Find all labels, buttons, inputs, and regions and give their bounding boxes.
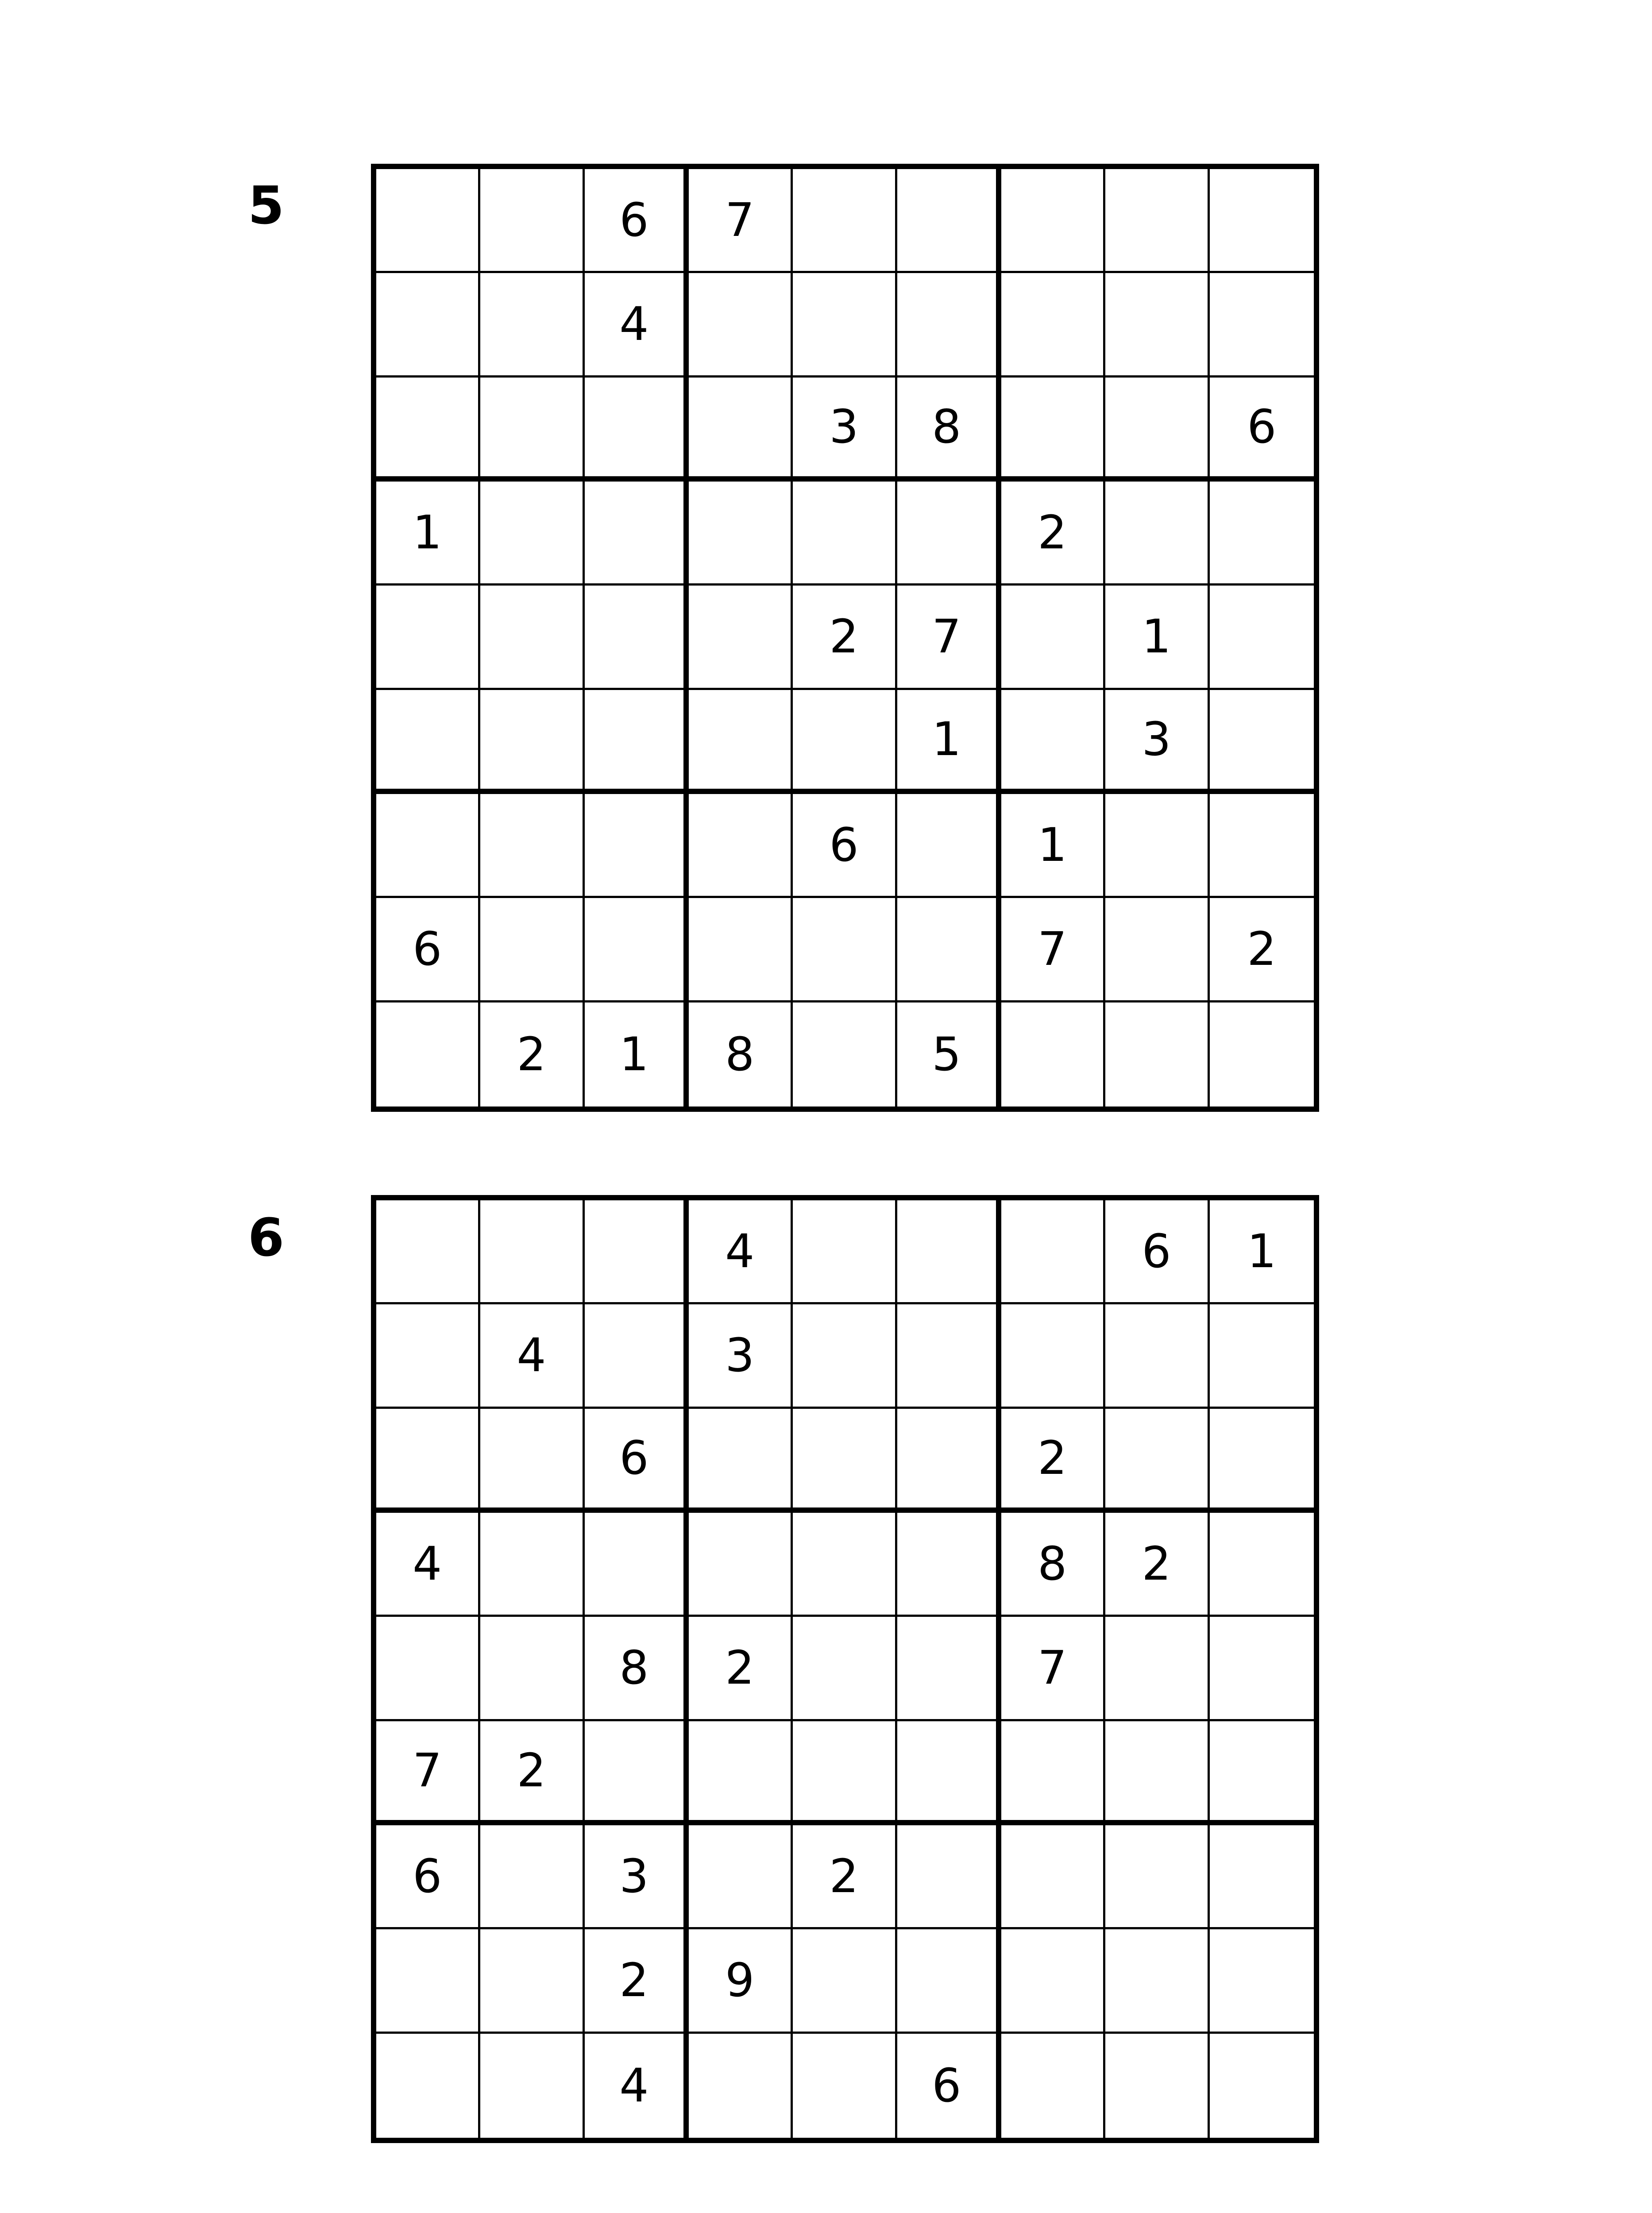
sudoku-cell-r3c8[interactable] [1105, 378, 1209, 482]
sudoku-cell-r7c5[interactable]: 2 [793, 1825, 897, 1929]
sudoku-cell-r3c7[interactable] [1001, 378, 1105, 482]
sudoku-cell-r5c6[interactable]: 7 [897, 586, 1001, 690]
sudoku-cell-r9c6[interactable]: 6 [897, 2034, 1001, 2138]
sudoku-cell-r5c6[interactable] [897, 1617, 1001, 1721]
sudoku-cell-r5c1[interactable] [376, 586, 480, 690]
sudoku-cell-r9c7[interactable] [1001, 1002, 1105, 1106]
sudoku-cell-r7c3[interactable]: 3 [585, 1825, 689, 1929]
sudoku-cell-r4c1[interactable]: 4 [376, 1513, 480, 1617]
sudoku-cell-r3c7[interactable]: 2 [1001, 1409, 1105, 1513]
sudoku-cell-r5c4[interactable] [689, 586, 793, 690]
sudoku-cell-r8c1[interactable] [376, 1929, 480, 2033]
sudoku-cell-r2c1[interactable] [376, 273, 480, 377]
sudoku-cell-r7c2[interactable] [480, 1825, 584, 1929]
sudoku-cell-r3c3[interactable]: 6 [585, 1409, 689, 1513]
sudoku-cell-r4c6[interactable] [897, 1513, 1001, 1617]
sudoku-cell-r8c9[interactable] [1210, 1929, 1314, 2033]
sudoku-cell-r4c1[interactable]: 1 [376, 482, 480, 586]
sudoku-grid-6 [371, 1195, 1319, 2143]
sudoku-cell-r5c2[interactable] [480, 586, 584, 690]
sudoku-cell-r4c2[interactable] [480, 1513, 584, 1617]
sudoku-cell-r5c7[interactable]: 7 [1001, 1617, 1105, 1721]
sudoku-cell-r6c6[interactable]: 1 [897, 690, 1001, 794]
sudoku-cell-r9c3[interactable]: 1 [585, 1002, 689, 1106]
sudoku-cell-r1c5[interactable] [793, 1200, 897, 1304]
sudoku-cell-r2c4[interactable]: 3 [689, 1304, 793, 1408]
sudoku-cell-r3c1[interactable] [376, 1409, 480, 1513]
sudoku-cell-r3c3[interactable] [585, 378, 689, 482]
sudoku-cell-r8c6[interactable] [897, 1929, 1001, 2033]
sudoku-cell-r3c8[interactable] [1105, 1409, 1209, 1513]
sudoku-cell-r8c5[interactable] [793, 1929, 897, 2033]
sudoku-cell-r6c3[interactable] [585, 690, 689, 794]
sudoku-cell-r6c8[interactable] [1105, 1721, 1209, 1825]
sudoku-cell-r9c5[interactable] [793, 1002, 897, 1106]
sudoku-cell-r5c4[interactable]: 2 [689, 1617, 793, 1721]
sudoku-cell-r2c8[interactable] [1105, 1304, 1209, 1408]
sudoku-cell-r4c4[interactable] [689, 482, 793, 586]
sudoku-cell-r9c6[interactable]: 5 [897, 1002, 1001, 1106]
sudoku-cell-r2c6[interactable] [897, 273, 1001, 377]
sudoku-cell-r8c7[interactable]: 7 [1001, 898, 1105, 1002]
sudoku-cell-r8c3[interactable] [585, 898, 689, 1002]
sudoku-cell-r1c4[interactable]: 7 [689, 169, 793, 273]
sudoku-cell-r3c1[interactable] [376, 378, 480, 482]
sudoku-cell-r2c8[interactable] [1105, 273, 1209, 377]
sudoku-cell-r4c7[interactable]: 2 [1001, 482, 1105, 586]
sudoku-cell-r3c4[interactable] [689, 378, 793, 482]
sudoku-cell-r1c5[interactable] [793, 169, 897, 273]
puzzle-number-5: 5 [248, 175, 285, 236]
sudoku-cell-r9c9[interactable] [1210, 1002, 1314, 1106]
sudoku-cell-r7c9[interactable] [1210, 794, 1314, 898]
sudoku-cell-r2c2[interactable]: 4 [480, 1304, 584, 1408]
sudoku-cell-r3c2[interactable] [480, 378, 584, 482]
sudoku-cell-r1c2[interactable] [480, 1200, 584, 1304]
sudoku-cell-r4c9[interactable] [1210, 1513, 1314, 1617]
sudoku-cell-r8c3[interactable]: 2 [585, 1929, 689, 2033]
sudoku-cell-r4c4[interactable] [689, 1513, 793, 1617]
sudoku-cell-r5c8[interactable]: 1 [1105, 586, 1209, 690]
sudoku-cell-r4c2[interactable] [480, 482, 584, 586]
sudoku-cell-r5c1[interactable] [376, 1617, 480, 1721]
sudoku-cell-r2c5[interactable] [793, 273, 897, 377]
sudoku-cell-r6c5[interactable] [793, 690, 897, 794]
sudoku-cell-r1c7[interactable] [1001, 1200, 1105, 1304]
sudoku-cell-r9c2[interactable] [480, 2034, 584, 2138]
sudoku-cell-r2c9[interactable] [1210, 273, 1314, 377]
sudoku-cell-r2c9[interactable] [1210, 1304, 1314, 1408]
sudoku-cell-r1c8[interactable] [1105, 169, 1209, 273]
sudoku-cell-r4c8[interactable] [1105, 482, 1209, 586]
sudoku-cell-r3c6[interactable]: 8 [897, 378, 1001, 482]
sudoku-cell-r3c5[interactable] [793, 1409, 897, 1513]
sudoku-cell-r6c7[interactable] [1001, 690, 1105, 794]
sudoku-cell-r6c4[interactable] [689, 690, 793, 794]
sudoku-cell-r6c5[interactable] [793, 1721, 897, 1825]
sudoku-cell-r8c2[interactable] [480, 1929, 584, 2033]
sudoku-cell-r9c9[interactable] [1210, 2034, 1314, 2138]
sudoku-cell-r6c9[interactable] [1210, 1721, 1314, 1825]
sudoku-cell-r9c2[interactable]: 2 [480, 1002, 584, 1106]
sudoku-cell-r9c8[interactable] [1105, 2034, 1209, 2138]
sudoku-cell-r7c8[interactable] [1105, 1825, 1209, 1929]
sudoku-cell-r8c4[interactable] [689, 898, 793, 1002]
sudoku-cell-r1c3[interactable]: 6 [585, 169, 689, 273]
sudoku-cell-r7c7[interactable] [1001, 1825, 1105, 1929]
sudoku-cell-r4c3[interactable] [585, 482, 689, 586]
sudoku-cell-r3c6[interactable] [897, 1409, 1001, 1513]
sudoku-cell-r8c4[interactable]: 9 [689, 1929, 793, 2033]
sudoku-cell-r4c8[interactable]: 2 [1105, 1513, 1209, 1617]
sudoku-cell-r1c9[interactable]: 1 [1210, 1200, 1314, 1304]
sudoku-cell-r6c4[interactable] [689, 1721, 793, 1825]
sudoku-cell-r3c2[interactable] [480, 1409, 584, 1513]
sudoku-cell-r7c4[interactable] [689, 1825, 793, 1929]
sudoku-cell-r9c1[interactable] [376, 1002, 480, 1106]
sudoku-cell-r1c2[interactable] [480, 169, 584, 273]
sudoku-cell-r5c3[interactable] [585, 586, 689, 690]
sudoku-cell-r9c4[interactable] [689, 2034, 793, 2138]
sudoku-cell-r6c1[interactable]: 7 [376, 1721, 480, 1825]
sudoku-cell-r9c3[interactable]: 4 [585, 2034, 689, 2138]
sudoku-cell-r1c8[interactable]: 6 [1105, 1200, 1209, 1304]
sudoku-cell-r1c7[interactable] [1001, 169, 1105, 273]
sudoku-cell-r5c5[interactable]: 2 [793, 586, 897, 690]
sudoku-cell-r6c2[interactable]: 2 [480, 1721, 584, 1825]
sudoku-cell-r9c7[interactable] [1001, 2034, 1105, 2138]
sudoku-cell-r3c9[interactable] [1210, 1409, 1314, 1513]
sudoku-cell-r5c8[interactable] [1105, 1617, 1209, 1721]
sudoku-cell-r8c9[interactable]: 2 [1210, 898, 1314, 1002]
sudoku-cell-r5c9[interactable] [1210, 1617, 1314, 1721]
sudoku-cell-r5c2[interactable] [480, 1617, 584, 1721]
sudoku-cell-r2c7[interactable] [1001, 273, 1105, 377]
sudoku-cell-r8c5[interactable] [793, 898, 897, 1002]
sudoku-cell-r6c1[interactable] [376, 690, 480, 794]
sudoku-cell-r4c7[interactable]: 8 [1001, 1513, 1105, 1617]
sudoku-cell-r3c9[interactable]: 6 [1210, 378, 1314, 482]
sudoku-cell-r6c7[interactable] [1001, 1721, 1105, 1825]
sudoku-cell-r9c5[interactable] [793, 2034, 897, 2138]
sudoku-cell-r8c8[interactable] [1105, 898, 1209, 1002]
sudoku-cell-r6c8[interactable]: 3 [1105, 690, 1209, 794]
sudoku-cell-r2c6[interactable] [897, 1304, 1001, 1408]
sudoku-cell-r2c3[interactable] [585, 1304, 689, 1408]
sudoku-cell-r2c3[interactable]: 4 [585, 273, 689, 377]
sudoku-cell-r1c1[interactable] [376, 169, 480, 273]
sudoku-cell-r7c7[interactable]: 1 [1001, 794, 1105, 898]
sudoku-cell-r8c7[interactable] [1001, 1929, 1105, 2033]
sudoku-cell-r9c1[interactable] [376, 2034, 480, 2138]
sudoku-cell-r8c1[interactable]: 6 [376, 898, 480, 1002]
sudoku-cell-r2c4[interactable] [689, 273, 793, 377]
sudoku-cell-r9c8[interactable] [1105, 1002, 1209, 1106]
sudoku-cell-r4c5[interactable] [793, 482, 897, 586]
sudoku-cell-r9c4[interactable]: 8 [689, 1002, 793, 1106]
sudoku-cell-r7c4[interactable] [689, 794, 793, 898]
puzzle-number-6: 6 [248, 1207, 285, 1268]
sudoku-cell-r7c9[interactable] [1210, 1825, 1314, 1929]
sudoku-cell-r5c9[interactable] [1210, 586, 1314, 690]
sudoku-cell-r7c2[interactable] [480, 794, 584, 898]
sudoku-cell-r1c9[interactable] [1210, 169, 1314, 273]
sudoku-cell-r8c2[interactable] [480, 898, 584, 1002]
sudoku-cell-r3c4[interactable] [689, 1409, 793, 1513]
sudoku-cell-r7c6[interactable] [897, 1825, 1001, 1929]
sudoku-cell-r7c5[interactable]: 6 [793, 794, 897, 898]
sudoku-cell-r2c1[interactable] [376, 1304, 480, 1408]
sudoku-cell-r6c2[interactable] [480, 690, 584, 794]
sudoku-cell-r4c9[interactable] [1210, 482, 1314, 586]
sudoku-cell-r5c5[interactable] [793, 1617, 897, 1721]
sudoku-cell-r4c6[interactable] [897, 482, 1001, 586]
sudoku-cell-r7c1[interactable] [376, 794, 480, 898]
sudoku-cell-r4c5[interactable] [793, 1513, 897, 1617]
sudoku-cell-r5c3[interactable]: 8 [585, 1617, 689, 1721]
sudoku-cell-r1c3[interactable] [585, 1200, 689, 1304]
sudoku-cell-r7c3[interactable] [585, 794, 689, 898]
sudoku-cell-r8c8[interactable] [1105, 1929, 1209, 2033]
sudoku-cell-r1c4[interactable]: 4 [689, 1200, 793, 1304]
sudoku-cell-r2c2[interactable] [480, 273, 584, 377]
sudoku-cell-r1c1[interactable] [376, 1200, 480, 1304]
sudoku-cell-r2c5[interactable] [793, 1304, 897, 1408]
sudoku-cell-r3c5[interactable]: 3 [793, 378, 897, 482]
sudoku-cell-r7c8[interactable] [1105, 794, 1209, 898]
sudoku-cell-r6c6[interactable] [897, 1721, 1001, 1825]
sudoku-cell-r5c7[interactable] [1001, 586, 1105, 690]
sudoku-cell-r4c3[interactable] [585, 1513, 689, 1617]
sudoku-cell-r7c6[interactable] [897, 794, 1001, 898]
sudoku-cell-r8c6[interactable] [897, 898, 1001, 1002]
sudoku-cell-r2c7[interactable] [1001, 1304, 1105, 1408]
sudoku-cell-r7c1[interactable]: 6 [376, 1825, 480, 1929]
sudoku-cell-r1c6[interactable] [897, 1200, 1001, 1304]
sudoku-cell-r6c3[interactable] [585, 1721, 689, 1825]
sudoku-cell-r6c9[interactable] [1210, 690, 1314, 794]
sudoku-cell-r1c6[interactable] [897, 169, 1001, 273]
sudoku-grid-5 [371, 164, 1319, 1112]
